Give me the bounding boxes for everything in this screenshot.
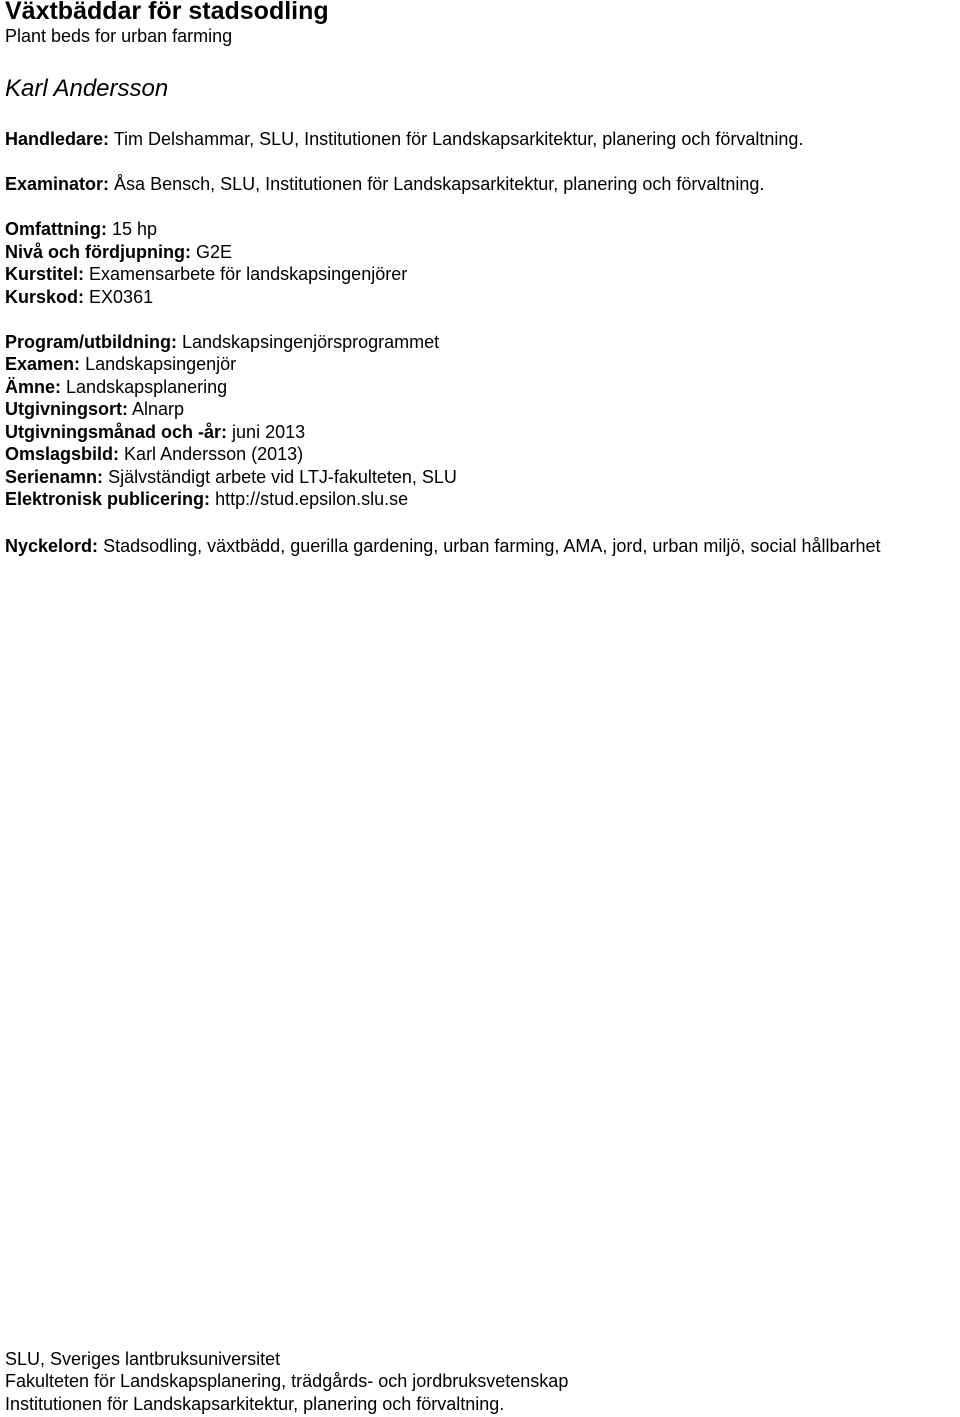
supervisor-value: Tim Delshammar, SLU, Institutionen för Landskapsarkitektur, planering och förvaltning. (113, 129, 804, 149)
keywords-label: Nyckelord: (5, 536, 99, 556)
publication-row-place (5, 398, 184, 420)
examiner-row (5, 173, 764, 195)
course-row-level (5, 241, 232, 263)
publication-row-subject (5, 376, 227, 398)
publication-value: Alnarp (132, 399, 185, 419)
publication-value: Landskapsingenjörsprogrammet (182, 332, 440, 352)
publication-label: Omslagsbild: (5, 444, 120, 464)
course-value: EX0361 (89, 287, 154, 307)
course-row-code (5, 286, 153, 308)
examiner-label: Examinator: (5, 174, 110, 194)
publication-value: juni 2013 (232, 422, 306, 442)
keywords-row (5, 535, 881, 557)
publication-label: Utgivningsmånad och -år: (5, 422, 228, 442)
publication-value: Landskapsingenjör (85, 354, 237, 374)
publication-row-program (5, 331, 439, 353)
course-label: Nivå och fördjupning: (5, 242, 191, 262)
supervisor-label: Handledare: (5, 129, 110, 149)
publication-label: Utgivningsort: (5, 399, 128, 419)
course-value: G2E (196, 242, 233, 262)
publication-link[interactable]: http://stud.epsilon.slu.se (215, 489, 409, 509)
course-label: Omfattning: (5, 219, 107, 239)
document-subtitle: Plant beds for urban farming (5, 26, 233, 46)
author-name: Karl Andersson (5, 75, 169, 102)
publication-value: Landskapsplanering (66, 377, 228, 397)
footer-faculty: Fakulteten för Landskapsplanering, trädgårds- och jordbruksvetenskap (5, 1371, 569, 1391)
footer-university: SLU, Sveriges lantbruksuniversitet (5, 1349, 281, 1369)
publication-value: Självständigt arbete vid LTJ-fakulteten, SLU (108, 467, 457, 487)
publication-label: Ämne: (5, 377, 62, 397)
publication-label: Serienamn: (5, 467, 104, 487)
keywords-value: Stadsodling, växtbädd, guerilla gardening, urban farming, AMA, jord, urban miljö, social hållbarhet (103, 536, 881, 556)
publication-label: Program/utbildning: (5, 332, 177, 352)
course-value: Examensarbete för landskapsingenjörer (89, 264, 408, 284)
course-value: 15 hp (112, 219, 158, 239)
course-row-title (5, 263, 407, 285)
publication-label: Examen: (5, 354, 81, 374)
document-title: Växtbäddar för stadsodling (5, 0, 329, 25)
publication-value: Karl Andersson (2013) (124, 444, 304, 464)
supervisor-row (5, 128, 803, 150)
course-label: Kurstitel: (5, 264, 85, 284)
course-label: Kurskod: (5, 287, 85, 307)
footer-department: Institutionen för Landskapsarkitektur, planering och förvaltning. (5, 1394, 505, 1414)
publication-row-date (5, 421, 305, 443)
course-row-scope (5, 218, 157, 240)
examiner-value: Åsa Bensch, SLU, Institutionen för Landskapsarkitektur, planering och förvaltning. (114, 174, 765, 194)
publication-row-cover (5, 443, 303, 465)
publication-row-series (5, 466, 457, 488)
publication-row-degree (5, 353, 236, 375)
publication-label: Elektronisk publicering: (5, 489, 211, 509)
publication-row-url (5, 488, 408, 510)
